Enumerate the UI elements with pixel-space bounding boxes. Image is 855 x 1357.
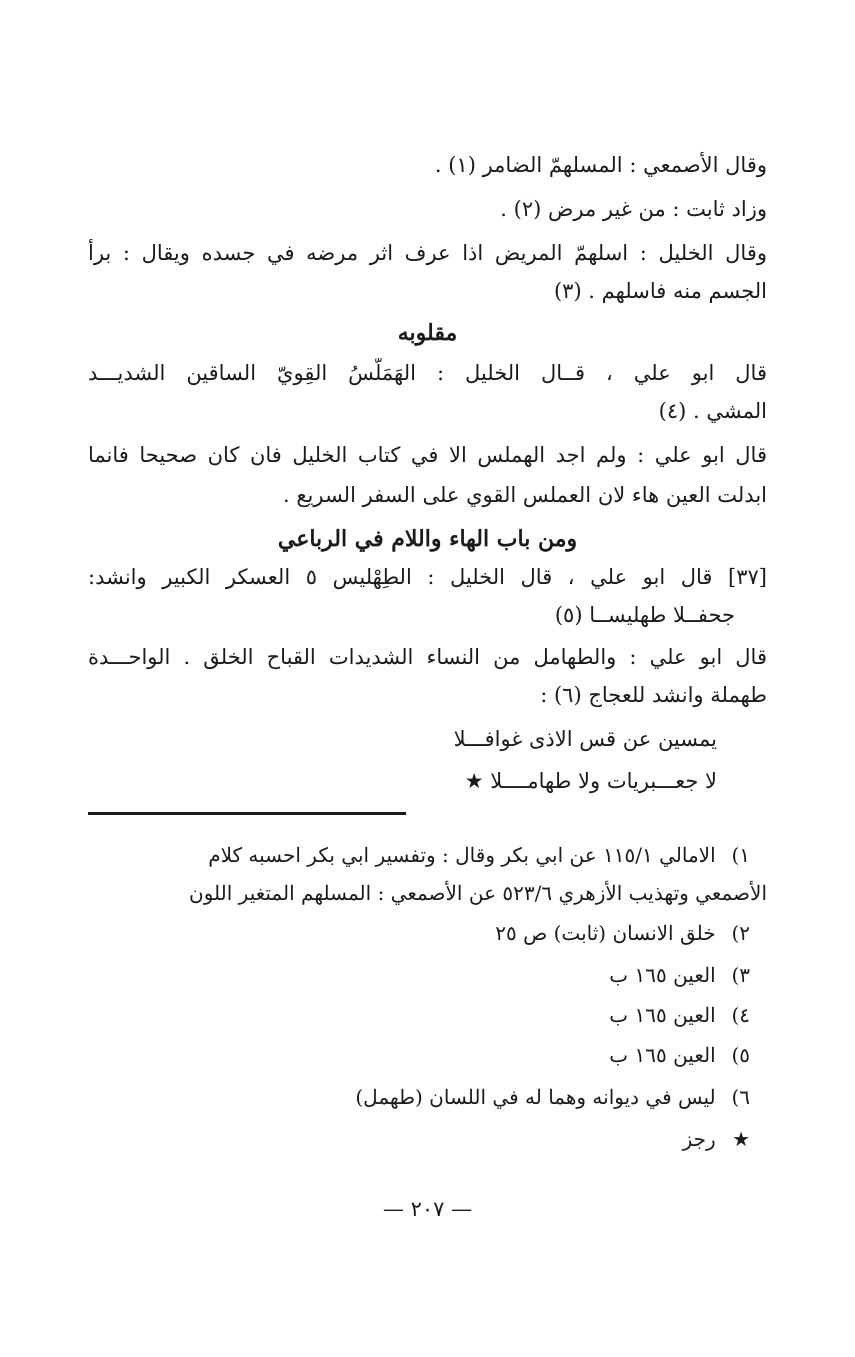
footnote-number: ٢) [731,921,750,945]
footnote-number: ٦) [731,1085,750,1109]
footnote-text: الامالي ١١٥/١ عن ابي بكر وقال : وتفسير ابي بكر احسبه كلام [208,843,716,867]
footnote-number: ٣) [731,963,750,987]
footnote-divider [88,812,406,815]
body-line-6: المشي . (٤) [658,399,767,423]
body-line-1: وقال الأصمعي : المسلهمّ الضامر (١) . [434,153,767,177]
footnote-text: خلق الانسان (ثابت) ص ٢٥ [495,921,716,945]
body-line-2: وزاد ثابت : من غير مرض (٢) . [500,197,767,221]
footnote-3 [88,960,750,990]
body-line-4: الجسم منه فاسلهم . (٣) [553,279,767,303]
footnote-text: العين ١٦٥ ب [609,1003,716,1027]
body-line-7: قال ابو علي : ولم اجد الهملس الا في كتاب الخليل فان كان صحيحا فانما [88,443,767,467]
page-number: — ٢٠٧ — [382,1197,473,1221]
body-line-8: ابدلت العين هاء لان العملس القوي على السفر السريع . [282,483,767,507]
verse-fragment: جحفــلا طهليســا (٥) [554,603,735,627]
footnote-2 [88,918,750,948]
verse-line-1: يمسين عن قس الاذى غوافـــلا [453,727,717,751]
footnote-6 [88,1082,750,1112]
verse-line-2: لا جعـــبريات ولا طهامــــلا ★ [464,769,717,793]
footnote-text: العين ١٦٥ ب [609,963,716,987]
footnote-text: ليس في ديوانه وهما له في اللسان (طهمل) [355,1085,716,1109]
footnote-number: ٥) [731,1043,750,1067]
body-line-9: [٣٧] قال ابو علي ، قال الخليل : الطِهْليس ٥ العسكر الكبير وانشد: [88,565,767,589]
footnote-5 [88,1040,750,1070]
footnote-text: الأصمعي وتهذيب الأزهري ٥٢٣/٦ عن الأصمعي : المسلهم المتغير اللون [189,881,767,905]
body-line-11: طهملة وانشد للعجاج (٦) : [540,683,767,707]
footnote-4 [88,1000,750,1030]
footnote-1 [88,840,750,870]
footnote-number: ٤) [731,1003,750,1027]
body-line-3: وقال الخليل : اسلهمّ المريض اذا عرف اثر مرضه في جسده ويقال : برأ [88,241,767,265]
body-line-5: قال ابو علي ، قــال الخليل : الهَمَلّسُ القِويّ الساقين الشديـــد [88,361,767,385]
footnote-text: العين ١٦٥ ب [609,1043,716,1067]
body-line-10: قال ابو علي : والطهامل من النساء الشديدات القباح الخلق . الواحـــدة [88,645,767,669]
section-heading-maqlub: مقلوبه [397,320,458,346]
star-icon: ★ [732,1127,750,1151]
footnote-text: رجز [682,1127,716,1151]
footnote-1-continued [88,878,767,908]
section-heading-ruba-i: ومن باب الهاء واللام في الرباعي [277,526,578,552]
footnote-star [88,1124,750,1154]
footnote-number: ١) [731,843,750,867]
